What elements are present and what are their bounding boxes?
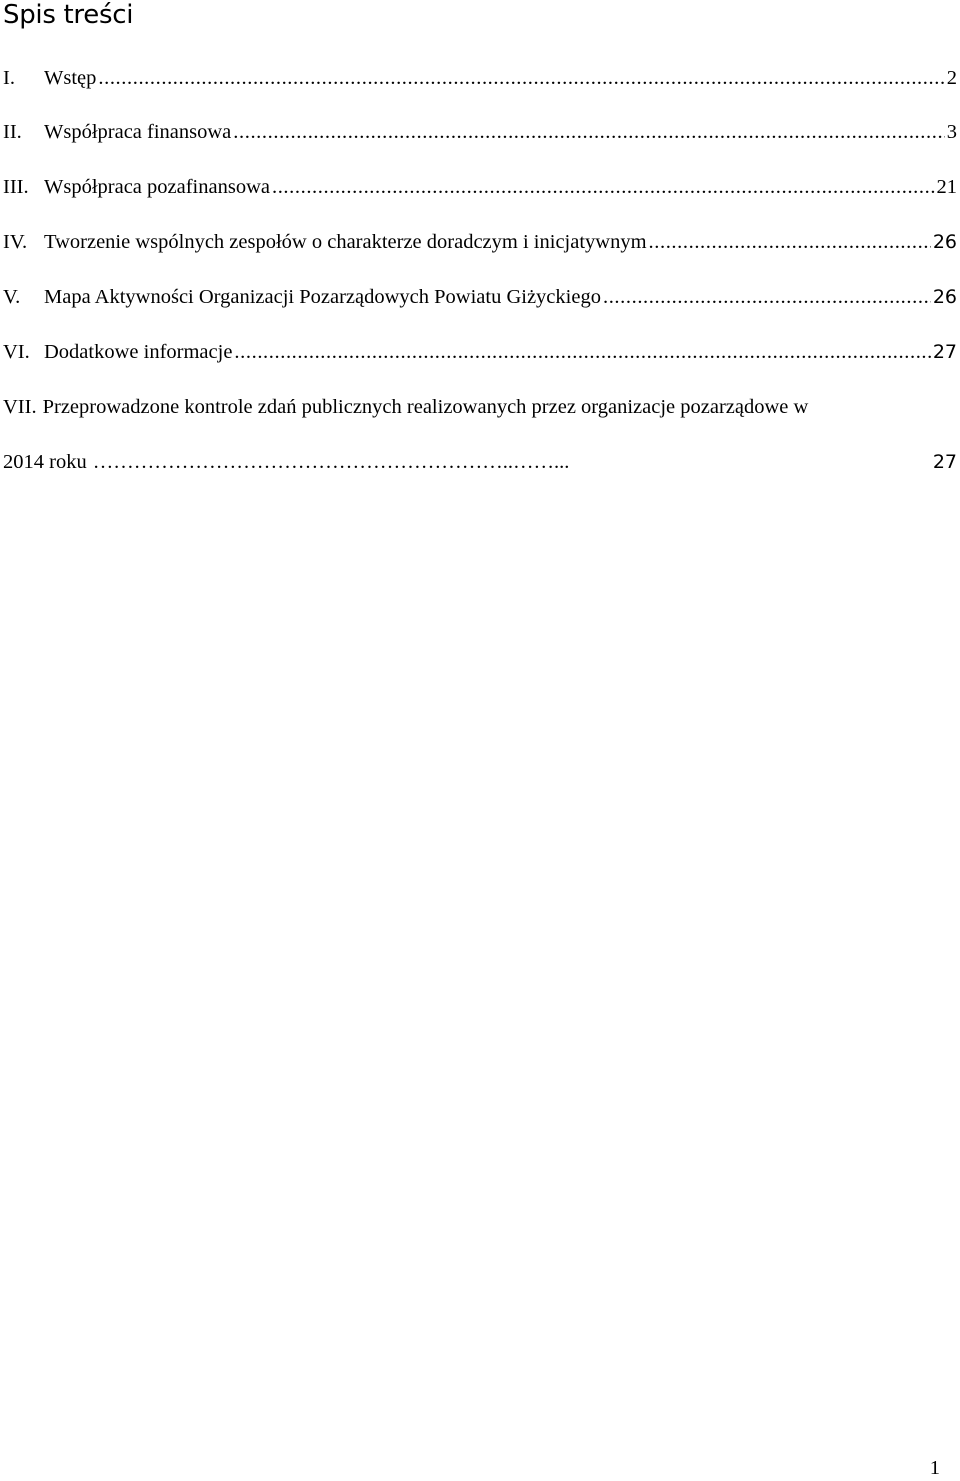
toc-entry-page: 27	[932, 451, 957, 473]
toc-entry-continuation[interactable]	[3, 449, 957, 475]
toc-leader-dots	[98, 65, 944, 91]
toc-leader-dots	[649, 229, 931, 255]
toc-entry-number: V.	[3, 286, 21, 308]
toc-entry-number: III.	[3, 176, 29, 198]
toc-leader-dots	[603, 284, 931, 310]
toc-entry-wrapped[interactable]	[3, 394, 957, 420]
toc-entry-page: 3	[946, 121, 957, 143]
toc-leader-dots	[234, 339, 930, 365]
toc-entry[interactable]	[3, 65, 957, 91]
toc-entry[interactable]	[3, 284, 957, 310]
toc-leader-dots	[272, 174, 935, 200]
toc-entry-page: 27	[932, 341, 957, 363]
toc-entry-number: VI.	[3, 341, 30, 363]
toc-entry-page: 21	[936, 176, 957, 198]
toc-entry[interactable]	[3, 229, 957, 255]
toc-entry-title: Dodatkowe informacje	[44, 341, 233, 363]
toc-entry-number: IV.	[3, 231, 28, 253]
toc-entry-number: I.	[3, 67, 15, 89]
toc-leader-dots: ……………………………………………………..……...	[92, 451, 570, 473]
toc-leader-dots	[233, 119, 944, 145]
toc-entry-title: Tworzenie wspólnych zespołów o charakterze doradczym i inicjatywnym	[44, 231, 647, 253]
toc-entry-page: 2	[946, 67, 957, 89]
toc-entry-title: Przeprowadzone kontrole zdań publicznych realizowanych przez organizacje pozarządowe w	[42, 396, 809, 418]
page-number: 1	[929, 1457, 940, 1479]
toc-entry-title: Współpraca finansowa	[44, 121, 232, 143]
toc-title: Spis treści	[3, 0, 134, 30]
toc-entry-title: Wstęp	[44, 67, 97, 89]
toc-entry-title: Współpraca pozafinansowa	[44, 176, 270, 198]
toc-entry[interactable]	[3, 119, 957, 145]
toc-entry-number: VII.	[3, 396, 37, 418]
toc-entry-page: 26	[932, 286, 957, 308]
toc-entry-title-continued: 2014 roku	[3, 451, 87, 473]
toc-entry[interactable]	[3, 339, 957, 365]
toc-entry-page: 26	[932, 231, 957, 253]
toc-entry-number: II.	[3, 121, 22, 143]
toc-entry-title: Mapa Aktywności Organizacji Pozarządowych Powiatu Giżyckiego	[44, 286, 601, 308]
toc-entry[interactable]	[3, 174, 957, 200]
